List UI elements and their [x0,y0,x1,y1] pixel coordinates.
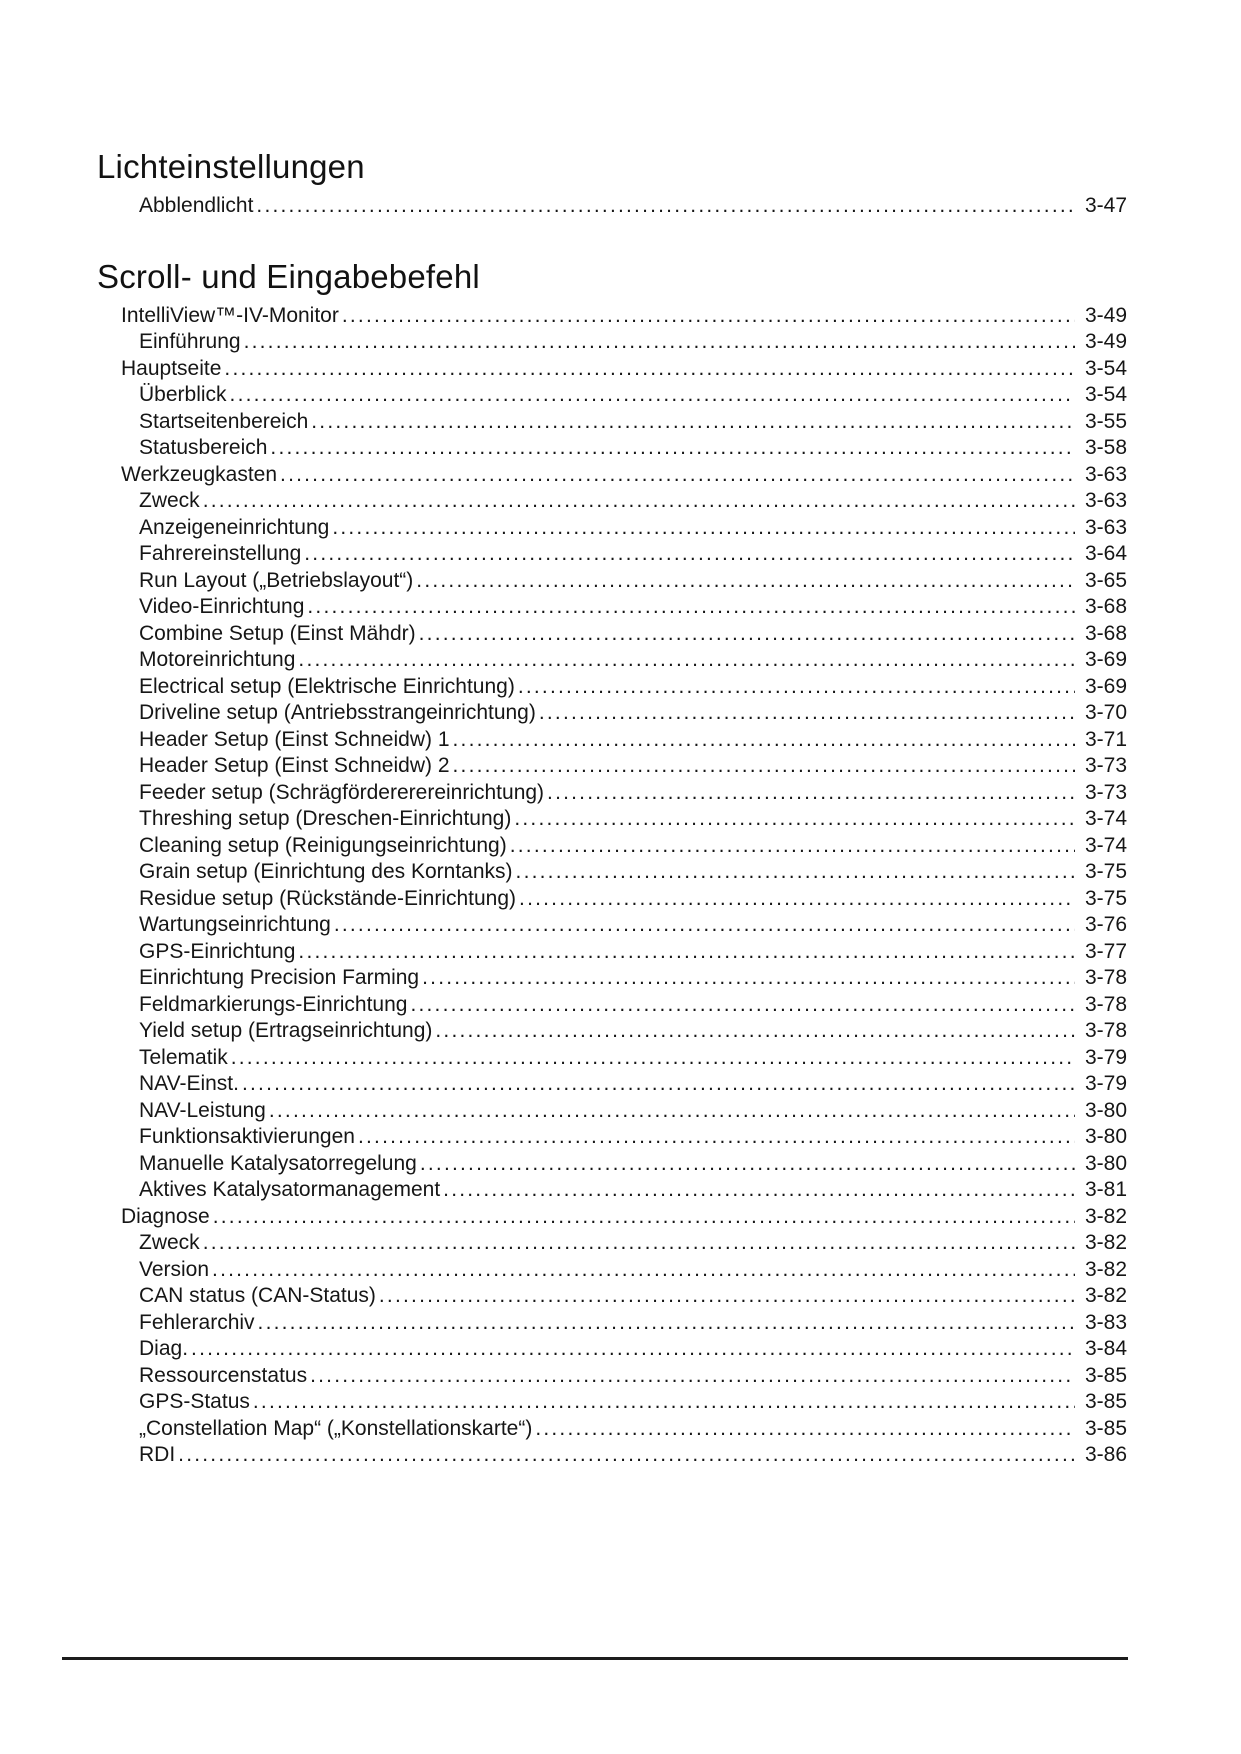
toc-entry-page: 3-78 [1084,966,1127,989]
toc-entry [139,541,1127,568]
dot-leader [453,753,1075,780]
toc-entry [139,594,1127,621]
dot-leader [443,1177,1075,1204]
dot-leader [224,356,1075,383]
toc-entry-page: 3-78 [1084,992,1127,1016]
toc-entry-label: GPS-Einrichtung [139,939,296,963]
toc-entry [139,886,1127,913]
toc-entry-page: 3-54 [1084,356,1127,380]
dot-leader [258,1310,1075,1337]
dot-leader [242,1071,1075,1098]
toc-entry [121,462,1127,489]
dot-leader [453,727,1075,754]
toc-entry-label: Header Setup (Einst Schneidw) 2 [139,754,450,777]
dot-leader [304,541,1075,568]
dot-leader [230,382,1075,409]
toc-entry-page: 3-49 [1084,330,1127,353]
toc-entry [139,992,1127,1019]
toc-entry-page: 3-75 [1084,886,1127,910]
dot-leader [535,1416,1075,1443]
toc-entry-page: 3-76 [1084,913,1127,936]
toc-section [97,148,1127,220]
toc-entry [139,1363,1127,1390]
toc-entry-label: NAV-Leistung [139,1098,266,1122]
toc-entry-page: 3-85 [1084,1390,1127,1413]
toc-entry-label: Run Layout („Betriebslayout“) [139,568,414,592]
toc-entry [139,488,1127,515]
toc-entry-page: 3-69 [1084,674,1127,698]
dot-leader [510,833,1075,860]
dot-leader [191,1336,1075,1363]
toc-entry [139,515,1127,542]
toc-entry-label: Feeder setup (Schrägfördererereinrichtung) [139,780,545,804]
toc-entry-label: „Constellation Map“ („Konstellationskarte“) [139,1416,533,1440]
toc-entry-label: Hauptseite [121,356,222,380]
toc-entry [139,753,1127,780]
dot-leader [516,859,1075,886]
toc-entry-label: Telematik [139,1045,228,1069]
dot-leader [307,594,1075,621]
toc-entry-page: 3-75 [1084,860,1127,883]
toc-entry-page: 3-80 [1084,1125,1127,1148]
dot-leader [212,1257,1075,1284]
toc-entry [121,1204,1127,1231]
toc-entry-page: 3-74 [1084,807,1127,830]
toc-entry [139,647,1127,674]
toc-entry-label: Startseitenbereich [139,409,309,433]
dot-leader [298,647,1075,674]
dot-leader [269,1098,1075,1125]
toc-entry-label: Funktionsaktivierungen [139,1125,355,1148]
toc-entry [139,409,1127,436]
toc-entry-page: 3-73 [1084,780,1127,804]
toc-entry-page: 3-78 [1084,1019,1127,1042]
dot-leader [547,780,1075,807]
toc-entry-label: Statusbereich [139,436,268,459]
toc [97,148,1127,1469]
toc-entry-label: Ressourcenstatus [139,1363,308,1387]
dot-leader [244,329,1075,356]
toc-entry [139,1018,1127,1045]
toc-entry-label: Header Setup (Einst Schneidw) 1 [139,727,450,751]
toc-entry-page: 3-68 [1084,595,1127,618]
toc-entry [139,780,1127,807]
toc-entry-label: Fahrereinstellung [139,542,302,565]
toc-entry-page: 3-64 [1084,542,1127,565]
toc-entry-page: 3-69 [1084,648,1127,671]
toc-entry-label: Wartungseinrichtung [139,913,331,936]
dot-leader [379,1283,1075,1310]
toc-entry [139,1283,1127,1310]
toc-entry-page: 3-79 [1084,1045,1127,1069]
toc-entry [139,193,1127,220]
dot-leader [420,1151,1075,1178]
toc-entry-label: CAN status (CAN-Status) [139,1284,376,1307]
toc-entry-page: 3-54 [1084,383,1127,406]
toc-entry-page: 3-82 [1084,1231,1127,1254]
toc-entry [139,1416,1127,1443]
toc-entry-page: 3-85 [1084,1416,1127,1440]
toc-entry [139,912,1127,939]
toc-entry-label: IntelliView™-IV-Monitor [121,303,339,327]
toc-entry-page: 3-58 [1084,436,1127,459]
toc-entry-label: Electrical setup (Elektrische Einrichtung) [139,674,515,698]
dot-leader [178,1442,1075,1469]
toc-entry [139,1230,1127,1257]
toc-entry-label: Überblick [139,383,227,406]
toc-entry [139,1177,1127,1204]
toc-entry-page: 3-71 [1084,727,1127,751]
toc-entry-page: 3-68 [1084,621,1127,645]
toc-entry-page: 3-79 [1084,1072,1127,1095]
toc-entry-label: Einführung [139,330,241,353]
toc-entry-label: Einrichtung Precision Farming [139,966,420,989]
toc-entry-page: 3-47 [1084,194,1127,217]
section-heading: Lichteinstellungen [97,148,365,185]
toc-entry [139,700,1127,727]
toc-entry-label: Threshing setup (Dreschen-Einrichtung) [139,807,512,830]
toc-entry-page: 3-63 [1084,515,1127,539]
toc-entry-page: 3-81 [1084,1178,1127,1201]
toc-entry [139,965,1127,992]
toc-entry [139,806,1127,833]
dot-leader [311,409,1075,436]
dot-leader [410,992,1075,1019]
toc-entry-page: 3-86 [1084,1443,1127,1466]
toc-entry-page: 3-77 [1084,939,1127,963]
toc-entry-label: GPS-Status [139,1390,250,1413]
toc-entry-page: 3-82 [1084,1257,1127,1281]
toc-entry [139,1389,1127,1416]
toc-entry-label: Werkzeugkasten [121,462,278,486]
dot-leader [334,912,1075,939]
dot-leader [213,1204,1075,1231]
toc-entry-page: 3-82 [1084,1204,1127,1228]
toc-entry-label: RDI [139,1443,176,1466]
toc-entry-label: Diag. [139,1337,189,1360]
toc-entry-page: 3-63 [1084,462,1127,486]
toc-entry [139,1336,1127,1363]
toc-entry-page: 3-80 [1084,1098,1127,1122]
toc-entry-label: Grain setup (Einrichtung des Korntanks) [139,860,513,883]
dot-leader [203,488,1075,515]
toc-entry-page: 3-73 [1084,754,1127,777]
toc-entry-label: Cleaning setup (Reinigungseinrichtung) [139,833,507,857]
toc-entry [139,382,1127,409]
toc-entry [139,1151,1127,1178]
toc-entry-label: Residue setup (Rückstände-Einrichtung) [139,886,517,910]
toc-entry-label: Feldmarkierungs-Einrichtung [139,992,408,1016]
dot-leader [270,435,1075,462]
toc-entry-label: Motoreinrichtung [139,648,296,671]
dot-leader [416,568,1075,595]
toc-entry [139,1071,1127,1098]
toc-entry-page: 3-74 [1084,833,1127,857]
toc-entry-page: 3-70 [1084,701,1127,724]
footer-rule [62,1657,1128,1660]
toc-entry-label: Yield setup (Ertragseinrichtung) [139,1019,433,1042]
toc-entry [139,727,1127,754]
dot-leader [419,621,1075,648]
toc-entry [121,303,1127,330]
dot-leader [358,1124,1075,1151]
dot-leader [539,700,1075,727]
toc-entry-label: NAV-Einst. [139,1072,239,1095]
dot-leader [518,674,1075,701]
toc-entry-page: 3-84 [1084,1337,1127,1360]
toc-entry-label: Fehlerarchiv [139,1310,255,1334]
toc-entry [121,356,1127,383]
dot-leader [280,462,1075,489]
toc-section [97,258,1127,1469]
dot-leader [342,303,1075,330]
dot-leader [435,1018,1075,1045]
toc-entry [139,329,1127,356]
dot-leader [256,193,1075,220]
toc-entry [139,1045,1127,1072]
toc-entry-label: Video-Einrichtung [139,595,305,618]
dot-leader [514,806,1075,833]
toc-entry-label: Aktives Katalysatormanagement [139,1178,441,1201]
toc-entry-page: 3-83 [1084,1310,1127,1334]
toc-entry-label: Abblendlicht [139,194,254,217]
dot-leader [310,1363,1075,1390]
dot-leader [519,886,1075,913]
toc-entry [139,1310,1127,1337]
section-heading: Scroll- und Eingabebefehl [97,257,480,295]
toc-entry-page: 3-85 [1084,1363,1127,1387]
toc-entry-label: Driveline setup (Antriebsstrangeinrichtung) [139,701,536,724]
toc-entry-page: 3-49 [1084,303,1127,327]
toc-entry-label: Zweck [139,489,200,512]
toc-entry-page: 3-63 [1084,489,1127,512]
toc-entry [139,568,1127,595]
dot-leader [422,965,1075,992]
dot-leader [203,1230,1075,1257]
toc-entry-label: Combine Setup (Einst Mähdr) [139,621,416,645]
toc-entry-page: 3-80 [1084,1151,1127,1175]
toc-entry-label: Zweck [139,1231,200,1254]
toc-entry [139,1124,1127,1151]
toc-entry-label: Version [139,1257,210,1281]
toc-entry-page: 3-55 [1084,409,1127,433]
toc-entry [139,621,1127,648]
toc-entry [139,435,1127,462]
toc-entry [139,833,1127,860]
toc-entry [139,859,1127,886]
dot-leader [332,515,1075,542]
dot-leader [253,1389,1075,1416]
toc-entry-page: 3-82 [1084,1284,1127,1307]
toc-entry-page: 3-65 [1084,568,1127,592]
toc-entry [139,1257,1127,1284]
toc-entry [139,939,1127,966]
toc-entry [139,674,1127,701]
dot-leader [231,1045,1075,1072]
toc-entry-label: Diagnose [121,1204,210,1228]
dot-leader [298,939,1075,966]
toc-entry-label: Manuelle Katalysatorregelung [139,1151,417,1175]
toc-entry-label: Anzeigeneinrichtung [139,515,330,539]
toc-entry [139,1442,1127,1469]
toc-entry [139,1098,1127,1125]
